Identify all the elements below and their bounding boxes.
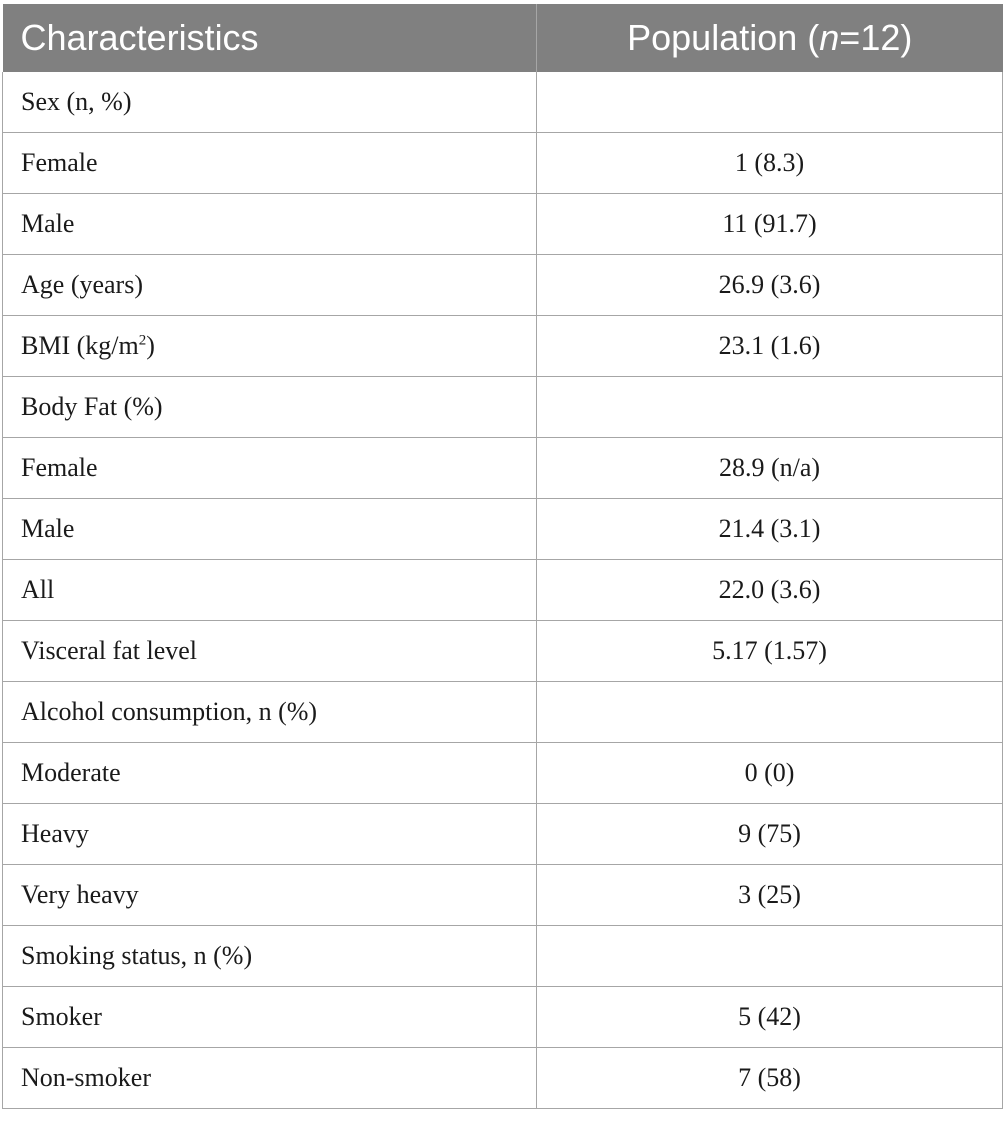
row-value: 23.1 (1.6): [537, 316, 1003, 377]
row-label: Sex (n, %): [3, 72, 537, 133]
table-row: [3, 804, 1003, 865]
table-row: [3, 682, 1003, 743]
row-value: [537, 926, 1003, 987]
table-row: [3, 987, 1003, 1048]
header-characteristics: Characteristics: [3, 4, 537, 72]
table-row: [3, 926, 1003, 987]
table-row: [3, 560, 1003, 621]
row-label: Age (years): [3, 255, 537, 316]
bmi-label-superscript: 2: [138, 332, 147, 349]
table-row: [3, 865, 1003, 926]
row-label: All: [3, 560, 537, 621]
row-value: 5.17 (1.57): [537, 621, 1003, 682]
row-value: [537, 377, 1003, 438]
header-population-suffix: =12): [839, 17, 913, 58]
table-row: [3, 438, 1003, 499]
row-label: Female: [3, 133, 537, 194]
row-value: 21.4 (3.1): [537, 499, 1003, 560]
table-header-row: [3, 4, 1003, 72]
row-label-bmi: [3, 316, 537, 377]
row-value: 9 (75): [537, 804, 1003, 865]
header-population-prefix: Population (: [627, 17, 820, 58]
row-value: 26.9 (3.6): [537, 255, 1003, 316]
row-label: Moderate: [3, 743, 537, 804]
header-population-n: n: [819, 17, 840, 58]
row-value: 3 (25): [537, 865, 1003, 926]
row-value: 22.0 (3.6): [537, 560, 1003, 621]
table-row: [3, 316, 1003, 377]
row-label: Visceral fat level: [3, 621, 537, 682]
row-label: Male: [3, 499, 537, 560]
row-value: 28.9 (n/a): [537, 438, 1003, 499]
row-value: 7 (58): [537, 1048, 1003, 1109]
table-row: [3, 72, 1003, 133]
row-label: Heavy: [3, 804, 537, 865]
bmi-label-suffix: ): [146, 331, 155, 360]
table-row: [3, 1048, 1003, 1109]
row-value: [537, 72, 1003, 133]
table-row: [3, 743, 1003, 804]
row-value: [537, 682, 1003, 743]
characteristics-table-container: [2, 4, 1002, 1109]
table-row: [3, 621, 1003, 682]
row-label: Non-smoker: [3, 1048, 537, 1109]
row-value: 0 (0): [537, 743, 1003, 804]
row-label: Smoker: [3, 987, 537, 1048]
table-row: [3, 194, 1003, 255]
characteristics-table: [2, 4, 1003, 1109]
row-value: 5 (42): [537, 987, 1003, 1048]
table-row: [3, 133, 1003, 194]
row-label: Smoking status, n (%): [3, 926, 537, 987]
bmi-label-prefix: BMI (kg/m: [21, 331, 139, 360]
table-row: [3, 255, 1003, 316]
header-population: [537, 4, 1003, 72]
table-row: [3, 499, 1003, 560]
table-row: [3, 377, 1003, 438]
row-value: 1 (8.3): [537, 133, 1003, 194]
row-value: 11 (91.7): [537, 194, 1003, 255]
row-label: Alcohol consumption, n (%): [3, 682, 537, 743]
row-label: Very heavy: [3, 865, 537, 926]
row-label: Body Fat (%): [3, 377, 537, 438]
row-label: Male: [3, 194, 537, 255]
row-label: Female: [3, 438, 537, 499]
